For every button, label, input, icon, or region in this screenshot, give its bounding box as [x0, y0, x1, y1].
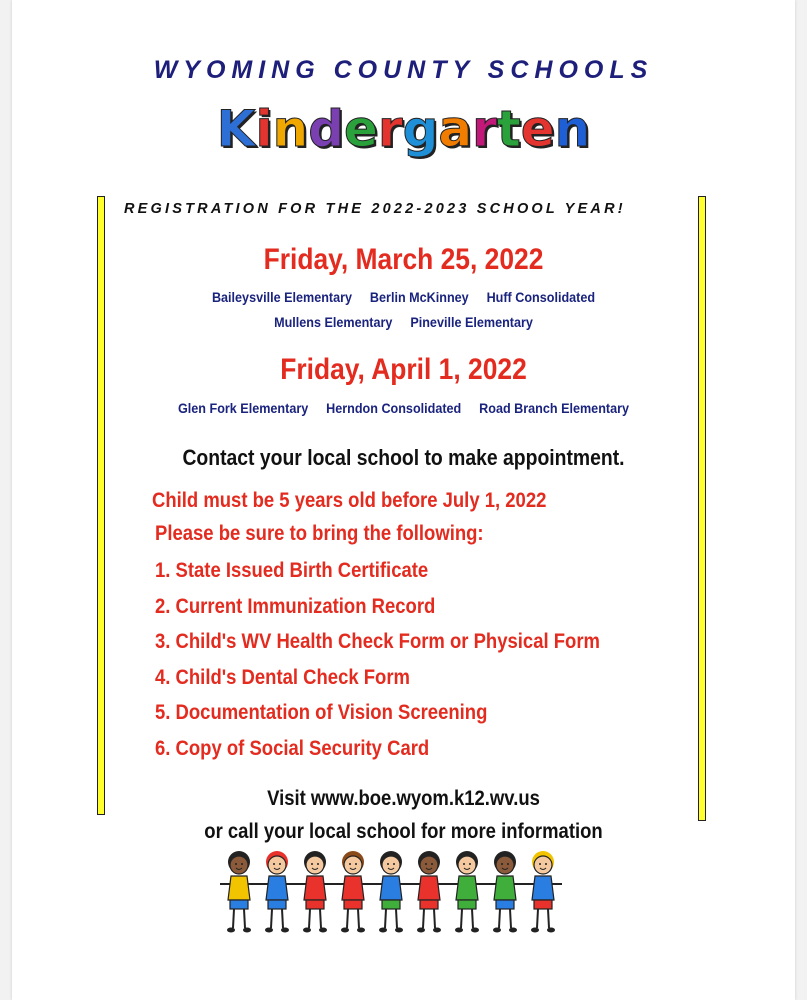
title-letter: i	[255, 100, 273, 158]
school-name: Glen Fork Elementary	[177, 400, 309, 416]
child-figure	[486, 851, 524, 933]
age-requirement: Child must be 5 years old before July 1, 2022	[152, 489, 547, 512]
list-item: 3. Child's WV Health Check Form or Physical Form	[155, 630, 600, 653]
child-figure	[524, 851, 562, 933]
child-figure	[296, 851, 334, 933]
school-name: Huff Consolidated	[486, 289, 596, 305]
kindergarten-title	[12, 100, 795, 158]
list-item: 2. Current Immunization Record	[155, 594, 436, 618]
website-line: Visit www.boe.wyom.k12.wv.us	[267, 787, 540, 810]
list-item: 5. Documentation of Vision Screening	[155, 701, 488, 724]
children-illustration	[217, 848, 587, 938]
school-name: Road Branch Elementary	[479, 400, 630, 416]
child-figure	[220, 851, 258, 933]
flyer-page	[12, 0, 795, 1000]
session1-schools-line2	[51, 314, 756, 330]
title-letter: K	[216, 100, 256, 158]
session1-schools-line1	[51, 289, 756, 305]
list-item: 6. Copy of Social Security Card	[155, 736, 430, 760]
child-figure	[334, 851, 372, 933]
title-letter: t	[496, 100, 521, 158]
school-name: Herndon Consolidated	[326, 400, 462, 416]
title-letter: g	[402, 100, 439, 158]
session1-date: Friday, March 25, 2022	[263, 243, 544, 276]
school-name: Berlin McKinney	[369, 289, 469, 305]
list-item: 4. Child's Dental Check Form	[155, 665, 410, 689]
school-name: Mullens Elementary	[274, 314, 393, 330]
title-letter: n	[554, 100, 591, 158]
title-letter: e	[520, 100, 555, 158]
registration-heading: REGISTRATION FOR THE 2022-2023 SCHOOL YEAR!	[124, 201, 626, 217]
school-name: Baileysville Elementary	[211, 289, 353, 305]
child-figure	[410, 851, 448, 933]
session2-schools	[51, 400, 756, 416]
title-letter: d	[308, 100, 345, 158]
child-figure	[372, 851, 410, 933]
title-letter: r	[472, 100, 497, 158]
title-letter: n	[272, 100, 309, 158]
title-letter: a	[438, 100, 473, 158]
requirements-list	[155, 556, 661, 769]
title-letter: r	[377, 100, 403, 158]
title-letter: e	[344, 100, 378, 158]
contact-instruction: Contact your local school to make appointment.	[182, 445, 625, 470]
call-line: or call your local school for more information	[204, 820, 603, 843]
child-figure	[258, 851, 296, 933]
organization-title: WYOMING COUNTY SCHOOLS	[153, 56, 654, 84]
bring-instruction: Please be sure to bring the following:	[155, 522, 484, 545]
child-figure	[448, 851, 486, 933]
list-item: 1. State Issued Birth Certificate	[155, 559, 429, 582]
session2-date: Friday, April 1, 2022	[280, 353, 527, 386]
school-name: Pineville Elementary	[410, 314, 533, 330]
